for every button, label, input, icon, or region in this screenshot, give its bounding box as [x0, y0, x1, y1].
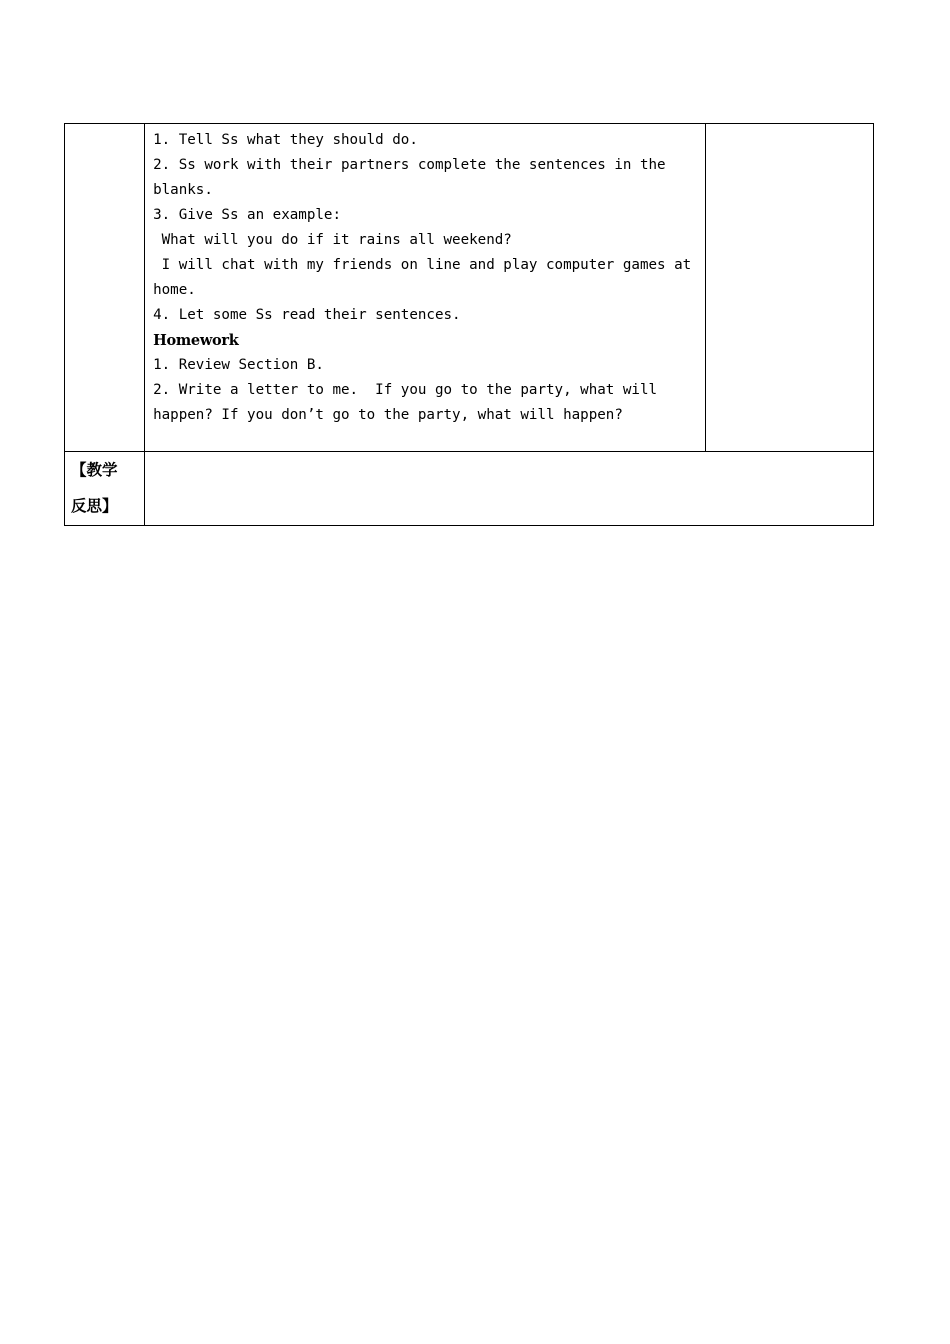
homework-line: happen? If you don’t go to the party, what will happen?	[153, 407, 623, 423]
reflection-content-cell	[145, 452, 874, 526]
step-line: What will you do if it rains all weekend?	[153, 232, 512, 248]
step-line: blanks.	[153, 182, 213, 198]
reflection-label-cell	[65, 452, 145, 526]
homework-line: 1. Review Section B.	[153, 357, 324, 373]
notes-cell	[705, 124, 873, 452]
step-line: home.	[153, 282, 196, 298]
procedure-steps-cell	[145, 124, 706, 452]
reflection-label-line: 【教学	[71, 461, 118, 479]
reflection-row	[65, 452, 874, 526]
procedure-label-cell	[65, 124, 145, 452]
step-line: 3. Give Ss an example:	[153, 207, 342, 223]
step-line: I will chat with my friends on line and play computer games at	[153, 257, 692, 273]
homework-line: 2. Write a letter to me. If you go to the party, what will	[153, 382, 658, 398]
step-line: 2. Ss work with their partners complete the sentences in the	[153, 157, 666, 173]
reflection-label-line: 反思】	[71, 497, 118, 515]
step-line: 4. Let some Ss read their sentences.	[153, 307, 461, 323]
lesson-plan-table	[64, 123, 874, 526]
step-line: 1. Tell Ss what they should do.	[153, 132, 418, 148]
procedure-row	[65, 124, 874, 452]
homework-heading: Homework	[153, 332, 239, 349]
